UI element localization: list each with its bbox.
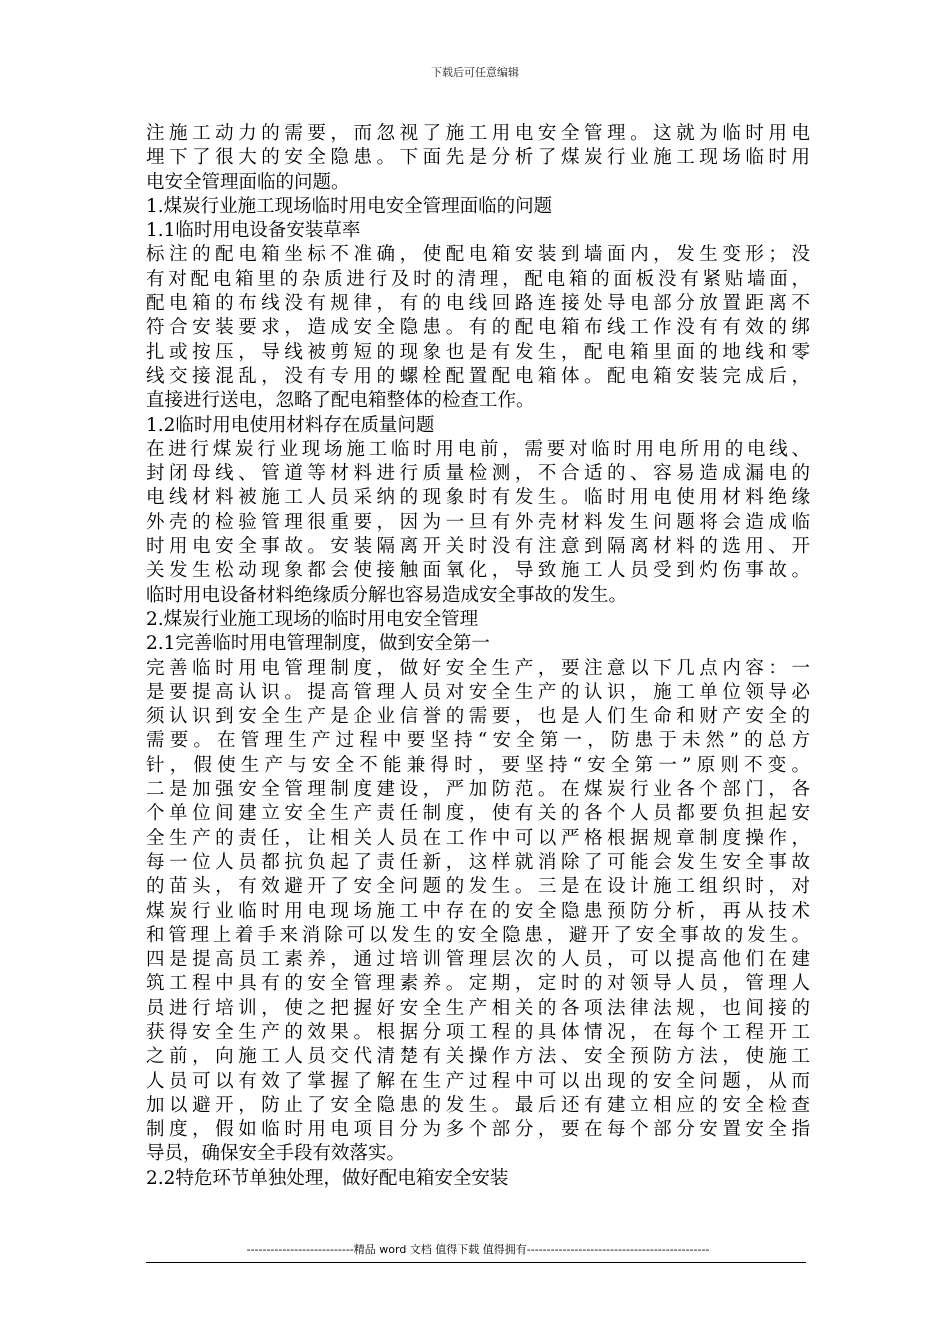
text-line: 和管理上着手来消除可以发生的安全隐患，避开了安全事故的发生。 <box>146 924 810 946</box>
text-line: 1.2临时用电使用材料存在质量问题 <box>146 414 435 436</box>
text-line: 2.1完善临时用电管理制度，做到安全第一 <box>146 633 490 655</box>
text-line: 外壳的检验管理很重要，因为一旦有外壳材料发生问题将会造成临 <box>146 511 810 533</box>
text-line: 电安全管理面临的问题。 <box>146 171 350 193</box>
text-line: 1.1临时用电设备安装草率 <box>146 220 361 242</box>
text-line: 电线材料被施工人员采纳的现象时有发生。临时用电使用材料绝缘 <box>146 487 810 509</box>
text-line: 四是提高员工素养，通过培训管理层次的人员，可以提高他们在建 <box>146 949 810 971</box>
text-line: 须认识到安全生产是企业信誉的需要，也是人们生命和财产安全的 <box>146 706 810 728</box>
text-line: 1.煤炭行业施工现场临时用电安全管理面临的问题 <box>146 195 553 217</box>
text-line: 2.2特危环节单独处理，做好配电箱安全安装 <box>146 1167 509 1189</box>
page-footer: ---------------------------精品 word 文档 值得下载 值得拥有---------------------------------------------- <box>246 1243 710 1256</box>
text-line: 扎或按压，导线被剪短的现象也是有发生，配电箱里面的地线和零 <box>146 341 810 363</box>
footer-rule <box>146 1262 806 1263</box>
text-line: 在进行煤炭行业现场施工临时用电前，需要对临时用电所用的电线、 <box>146 438 810 460</box>
document-body <box>146 122 810 1191</box>
text-line: 配电箱的布线没有规律，有的电线回路连接处导电部分放置距离不 <box>146 293 810 315</box>
text-line: 2.煤炭行业施工现场的临时用电安全管理 <box>146 608 479 630</box>
text-line: 煤炭行业临时用电现场施工中存在的安全隐患预防分析，再从技术 <box>146 900 810 922</box>
text-line: 二是加强安全管理制度建设，严加防范。在煤炭行业各个部门，各 <box>146 779 810 801</box>
text-line: 是要提高认识。提高管理人员对安全生产的认识，施工单位领导必 <box>146 681 810 703</box>
text-line: 员进行培训，使之把握好安全生产相关的各项法律法规，也间接的 <box>146 997 810 1019</box>
text-line: 时用电安全事故。安装隔离开关时没有注意到隔离材料的选用、开 <box>146 536 810 558</box>
text-line: 关发生松动现象都会使接触面氧化，导致施工人员受到灼伤事故。 <box>146 560 810 582</box>
text-line: 个单位间建立安全生产责任制度，使有关的各个人员都要负担起安 <box>146 803 810 825</box>
text-line: 的苗头，有效避开了安全问题的发生。三是在设计施工组织时，对 <box>146 876 810 898</box>
text-line: 之前，向施工人员交代清楚有关操作方法、安全预防方法，使施工 <box>146 1046 810 1068</box>
text-line: 需要。在管理生产过程中要坚持“安全第一，防患于未然”的总方 <box>146 730 810 752</box>
text-line: 埋下了很大的安全隐患。下面先是分析了煤炭行业施工现场临时用 <box>146 147 810 169</box>
text-line: 封闭母线、管道等材料进行质量检测，不合适的、容易造成漏电的 <box>146 463 810 485</box>
text-line: 筑工程中具有的安全管理素养。定期，定时的对领导人员，管理人 <box>146 973 810 995</box>
text-line: 获得安全生产的效果。根据分项工程的具体情况，在每个工程开工 <box>146 1021 810 1043</box>
text-line: 符合安装要求，造成安全隐患。有的配电箱布线工作没有有效的绑 <box>146 317 810 339</box>
text-line: 人员可以有效了掌握了解在生产过程中可以出现的安全问题，从而 <box>146 1070 810 1092</box>
text-line: 线交接混乱，没有专用的螺栓配置配电箱体。配电箱安装完成后， <box>146 365 810 387</box>
text-line: 针，假使生产与安全不能兼得时，要坚持“安全第一”原则不变。 <box>146 754 810 776</box>
text-line: 全生产的责任，让相关人员在工作中可以严格根据规章制度操作， <box>146 827 810 849</box>
text-line: 加以避开，防止了安全隐患的发生。最后还有建立相应的安全检查 <box>146 1094 810 1116</box>
text-line: 临时用电设备材料绝缘质分解也容易造成安全事故的发生。 <box>146 584 628 606</box>
text-line: 完善临时用电管理制度，做好安全生产，要注意以下几点内容：一 <box>146 657 810 679</box>
text-line: 制度，假如临时用电项目分为多个部分，要在每个部分安置安全指 <box>146 1119 810 1141</box>
text-line: 导员，确保安全手段有效落实。 <box>146 1143 406 1165</box>
text-line: 注施工动力的需要，而忽视了施工用电安全管理。这就为临时用电 <box>146 123 810 144</box>
text-line: 标注的配电箱坐标不准确，使配电箱安装到墙面内，发生变形；没 <box>146 244 810 266</box>
text-line: 直接进行送电，忽略了配电箱整体的检查工作。 <box>146 390 535 412</box>
page-header: 下载后可任意编辑 <box>431 66 519 79</box>
text-line: 每一位人员都抗负起了责任新，这样就消除了可能会发生安全事故 <box>146 851 810 873</box>
text-line: 有对配电箱里的杂质进行及时的清理，配电箱的面板没有紧贴墙面， <box>146 268 810 290</box>
